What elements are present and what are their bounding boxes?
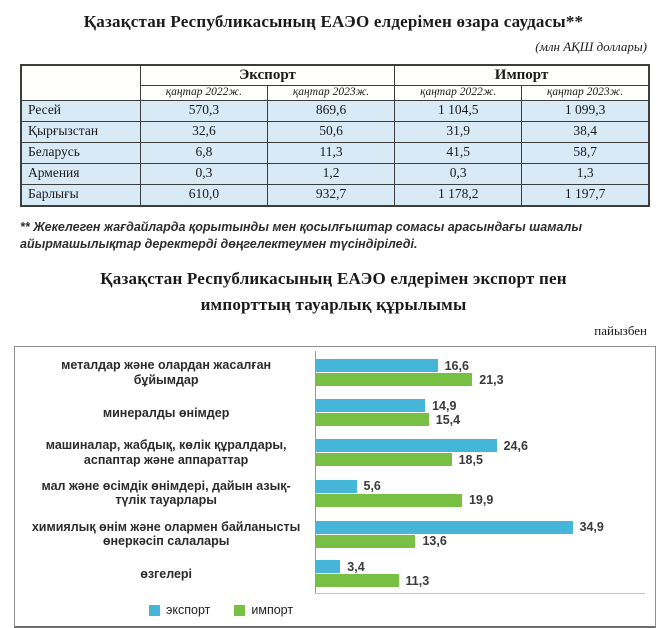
category-label: мал және өсімдік өнімдері, дайын азық-түлік тауарлары [41,478,291,508]
bar-value-label: 3,4 [347,559,365,574]
chart-row [21,358,647,387]
legend-swatch-icon [234,605,245,616]
table-row [21,122,649,143]
bar-group [315,560,647,587]
cell-value: 41,5 [395,143,522,164]
chart-row [21,560,647,587]
table-header-groups [21,65,649,86]
cell-value: 0,3 [140,164,267,185]
row-label: Беларусь [21,143,140,164]
period-header: қаңтар 2022ж. [140,86,267,101]
cell-value: 1 197,7 [522,185,649,207]
bar-value-label: 14,9 [432,398,457,413]
bar-group [315,399,647,426]
cell-value: 1 099,3 [522,101,649,122]
column-group-import: Импорт [395,65,649,86]
cell-value: 0,3 [395,164,522,185]
row-label: Ресей [21,101,140,122]
bar-group [315,359,647,386]
bar-value-label: 34,9 [579,520,604,535]
cell-value: 38,4 [522,122,649,143]
bar-value-label: 13,6 [422,534,447,549]
bar-value-label: 18,5 [458,452,483,467]
bar-line-импорт [315,494,647,507]
legend-item-импорт [234,603,293,617]
chart-legend [149,603,647,617]
chart-row [21,438,647,467]
bar-value-label: 21,3 [479,372,504,387]
bar-group [315,439,647,466]
chart-title: Қазақстан Республикасының ЕАЭО елдерімен экспорт пен импорттың тауарлық құрылымы [100,268,567,315]
bar-экспорт [315,521,572,534]
page-title: Қазақстан Республикасының ЕАЭО елдерімен өзара саудасы** [83,12,584,31]
bar-line-импорт [315,373,647,386]
row-label: Қырғызстан [21,122,140,143]
cell-value: 11,3 [267,143,394,164]
row-label: Барлығы [21,185,140,207]
bar-value-label: 15,4 [435,412,461,427]
cell-value: 6,8 [140,143,267,164]
table-row [21,164,649,185]
cell-value: 1,2 [267,164,394,185]
category-label: машиналар, жабдық, көлік құралдары, аспаптар және аппараттар [45,438,287,467]
legend-label: экспорт [166,603,211,618]
cell-value: 1 178,2 [395,185,522,207]
chart-row [21,520,647,549]
bar-value-label: 24,6 [503,438,528,453]
bar-line-импорт [315,574,647,587]
cell-value: 1 104,5 [395,101,522,122]
chart-plot-area [21,358,647,594]
legend-item-экспорт [149,603,210,617]
bar-line-экспорт [315,399,647,412]
legend-label: импорт [251,603,294,618]
period-header: қаңтар 2023ж. [267,86,394,101]
bar-экспорт [315,439,496,452]
bar-экспорт [315,480,356,493]
value-axis-line [315,593,645,594]
bar-group [315,521,647,548]
cell-value: 570,3 [140,101,267,122]
bar-line-импорт [315,535,647,548]
unit-note-millions-usd: (млн АҚШ доллары) [535,39,647,54]
category-label: минералды өнімдер [102,405,230,420]
table-corner-cell [21,65,140,101]
category-label: өзгелері [140,566,193,581]
cell-value: 32,6 [140,122,267,143]
legend-swatch-icon [149,605,160,616]
bar-импорт [315,535,415,548]
bar-value-label: 16,6 [444,358,469,373]
bar-экспорт [315,399,425,412]
period-header: қаңтар 2022ж. [395,86,522,101]
category-label: металдар және олардан жасалған бұйымдар [61,358,272,387]
period-header: қаңтар 2023ж. [522,86,649,101]
trade-table [20,64,650,207]
table-row [21,143,649,164]
column-group-export: Экспорт [140,65,394,86]
cell-value: 31,9 [395,122,522,143]
cell-value: 50,6 [267,122,394,143]
cell-value: 58,7 [522,143,649,164]
cell-value: 932,7 [267,185,394,207]
bar-импорт [315,413,429,426]
chart-row [21,399,647,426]
bar-line-экспорт [315,359,647,372]
trade-table-body [21,101,649,207]
unit-note-percent: пайызбен [594,323,647,339]
bar-line-импорт [315,413,647,426]
bar-импорт [315,373,472,386]
bar-line-экспорт [315,480,647,493]
cell-value: 869,6 [267,101,394,122]
cell-value: 1,3 [522,164,649,185]
bar-импорт [315,453,451,466]
cell-value: 610,0 [140,185,267,207]
bar-импорт [315,494,462,507]
table-row [21,101,649,122]
bar-экспорт [315,560,340,573]
footnote: ** Жекелеген жағдайларда қорытынды мен қосылғыштар сомасы арасындағы шамалы айырмашылықтар деректерді дөңгелектеумен түсіндіріледі. [20,220,583,251]
bar-chart [14,346,656,628]
row-label: Армения [21,164,140,185]
bar-экспорт [315,359,437,372]
table-row [21,185,649,207]
bar-value-label: 11,3 [405,573,430,588]
category-label: химиялық өнім және олармен байланысты өнеркәсіп салалары [31,519,301,549]
bar-value-label: 19,9 [468,493,494,508]
chart-row [21,479,647,508]
bar-line-экспорт [315,560,647,573]
bar-line-экспорт [315,439,647,452]
bar-line-экспорт [315,521,647,534]
bar-line-импорт [315,453,647,466]
bar-value-label: 5,6 [363,479,381,494]
category-axis-line [315,351,316,594]
bar-импорт [315,574,398,587]
bar-group [315,480,647,507]
